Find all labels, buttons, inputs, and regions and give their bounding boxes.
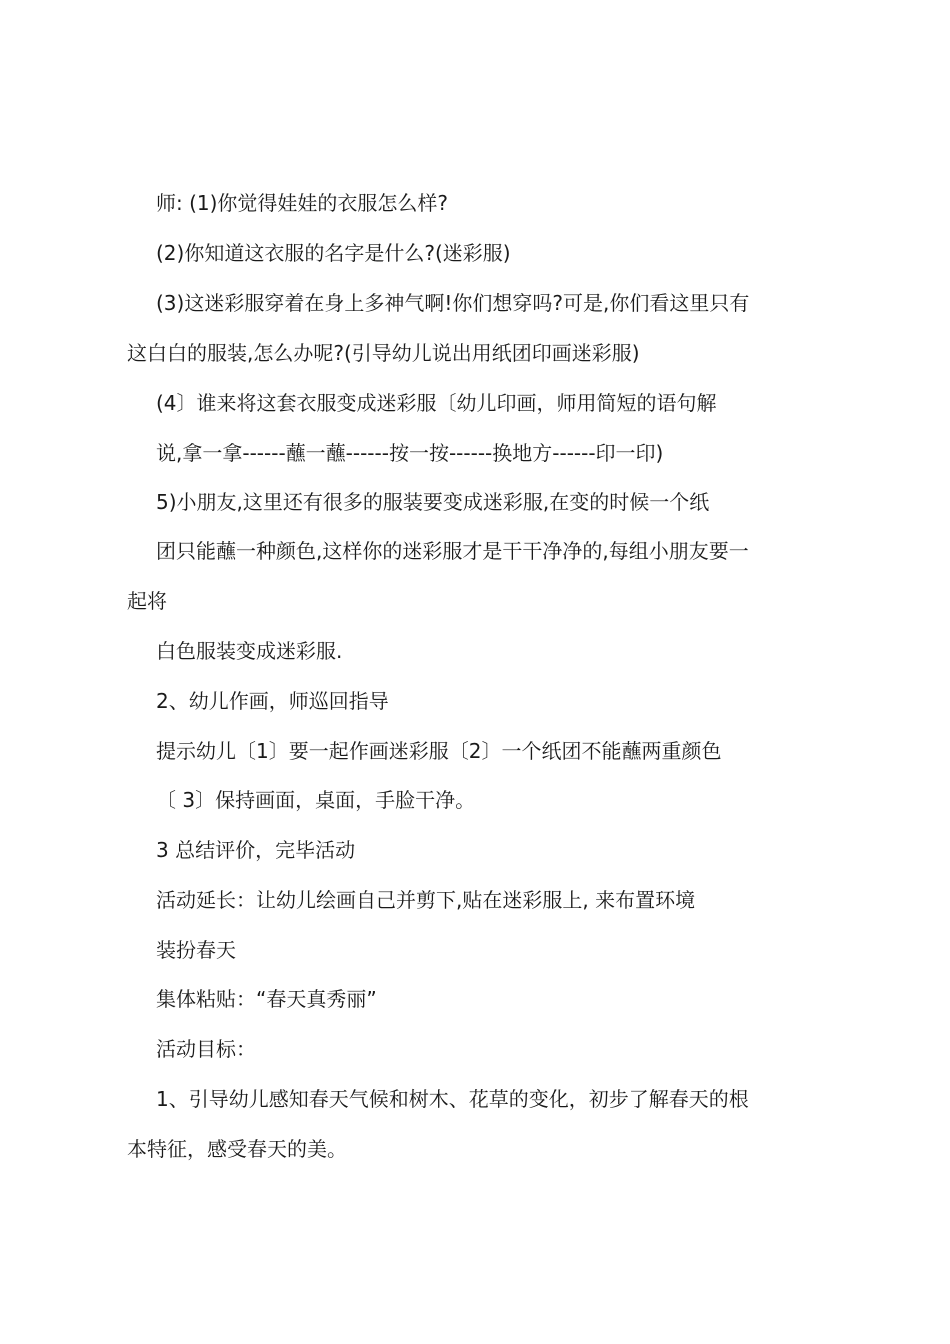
text-line-question-3-cont: 这白白的服装,怎么办呢?(引导幼儿说出用纸团印画迷彩服) [127, 341, 640, 365]
text-line-hint-cont: 〔 3〕保持画面，桌面，手脸干净。 [156, 788, 476, 812]
text-line-hint: 提示幼儿〔1〕要一起作画迷彩服〔2〕一个纸团不能蘸两重颜色 [156, 739, 722, 763]
text-line-step-2: 2、幼儿作画，师巡回指导 [156, 689, 389, 713]
text-line-teacher-question-1: 师: (1)你觉得娃娃的衣服怎么样? [156, 191, 449, 215]
text-line-question-2: (2)你知道这衣服的名字是什么?(迷彩服) [156, 241, 511, 265]
text-line-goal-1-cont: 本特征，感受春天的美。 [127, 1137, 347, 1161]
text-line-activity-name: 集体粘贴：“春天真秀丽” [156, 987, 377, 1011]
text-line-question-5-cont-3: 白色服装变成迷彩服. [156, 639, 343, 663]
text-line-question-5-cont: 团只能蘸一种颜色,这样你的迷彩服才是干干净净的,每组小朋友要一 [156, 539, 749, 563]
text-line-extension: 活动延长：让幼儿绘画自己并剪下,贴在迷彩服上, 来布置环境 [156, 888, 696, 912]
text-line-question-4: (4〕谁来将这套衣服变成迷彩服〔幼儿印画，师用简短的语句解 [156, 391, 717, 415]
text-line-goal-1: 1、引导幼儿感知春天气候和树木、花草的变化，初步了解春天的根 [156, 1087, 749, 1111]
text-line-step-3: 3 总结评价，完毕活动 [156, 838, 356, 862]
text-line-section-title: 装扮春天 [156, 938, 236, 962]
text-line-goals-heading: 活动目标： [156, 1037, 256, 1061]
text-line-question-5: 5)小朋友,这里还有很多的服装要变成迷彩服,在变的时候一个纸 [156, 490, 710, 514]
text-line-question-4-cont: 说,拿一拿------蘸一蘸------按一按------换地方------印一印) [156, 441, 664, 465]
text-line-question-3: (3)这迷彩服穿着在身上多神气啊!你们想穿吗?可是,你们看这里只有 [156, 291, 750, 315]
text-line-question-5-cont-2: 起将 [127, 589, 167, 613]
